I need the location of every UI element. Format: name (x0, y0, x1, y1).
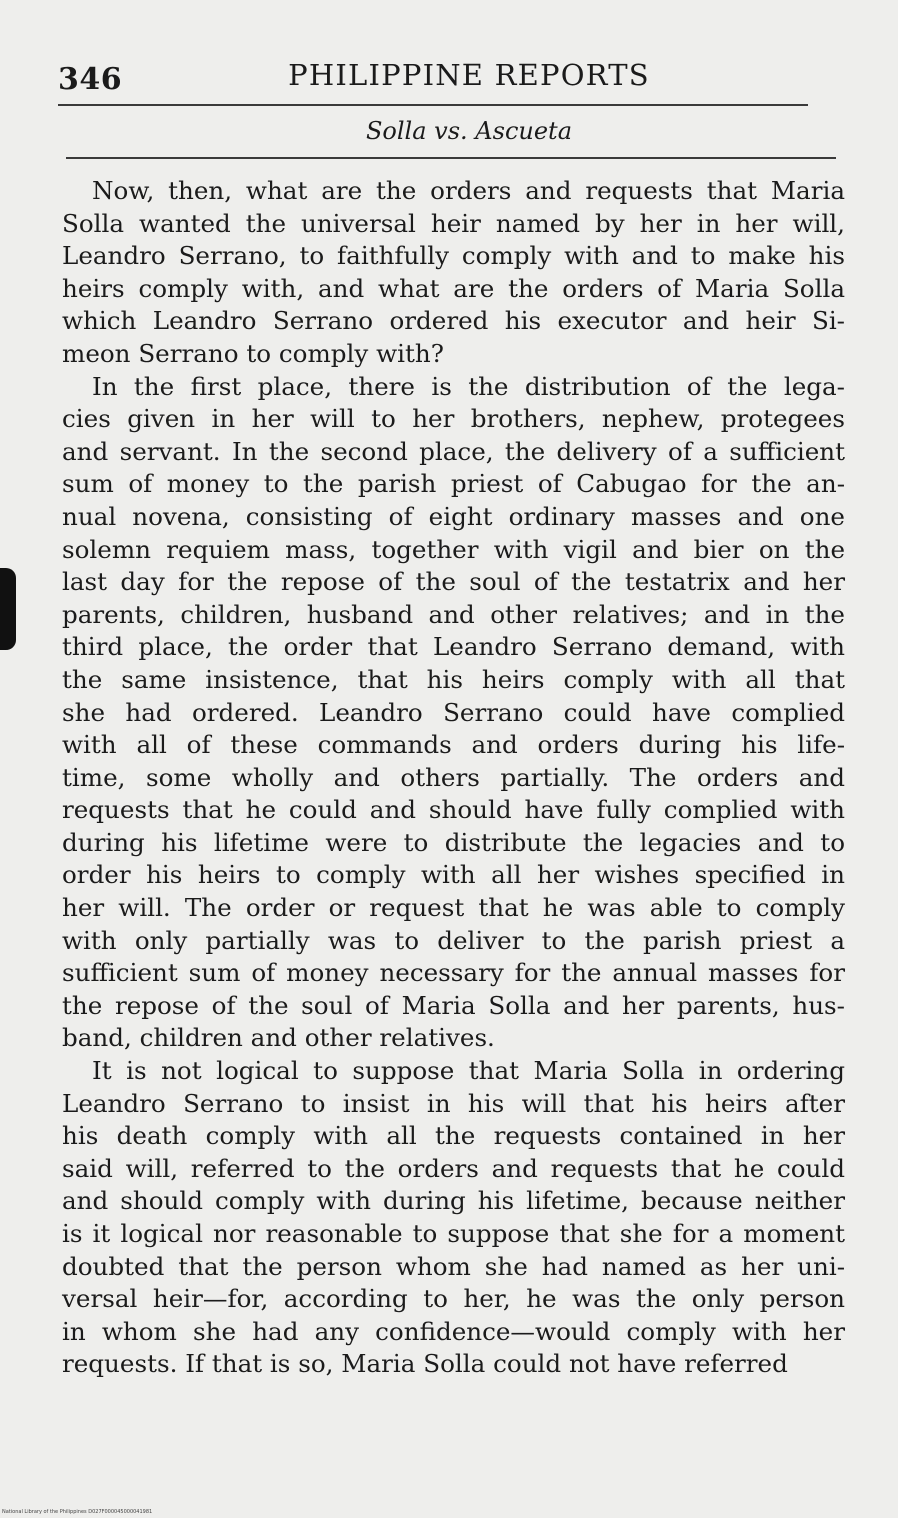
text-line: she had ordered. Leandro Serrano could have complied (62, 697, 845, 727)
text-line: Now, then, what are the orders and requests that Maria (92, 176, 845, 205)
page-number: 346 (58, 62, 123, 97)
paragraph-2 (62, 371, 845, 1055)
text-line: and servant. In the second place, the delivery of a sufficient (62, 436, 845, 466)
text-line: order his heirs to comply with all her wishes specified in (62, 860, 845, 890)
text-line: Leandro Serrano to insist in his will that his heirs after (62, 1088, 845, 1118)
text-line: his death comply with all the requests contained in her (62, 1121, 845, 1151)
running-head: PHILIPPINE REPORTS (288, 58, 650, 92)
text-line: It is not logical to suppose that Maria Solla in ordering (92, 1056, 845, 1086)
text-line: during his lifetime were to distribute the legacies and to (62, 827, 845, 857)
text-line: versal heir—for, according to her, he was the only person (62, 1284, 845, 1314)
text-line: nual novena, consisting of eight ordinary masses and one (62, 501, 845, 531)
text-line: cies given in her will to her brothers, nephew, protegees (62, 404, 845, 434)
text-line: Solla wanted the universal heir named by her in her will, (62, 208, 845, 238)
body-text (62, 175, 845, 1381)
text-line: last day for the repose of the soul of the testatrix and her (62, 567, 845, 597)
text-line: doubted that the person whom she had named as her uni- (62, 1251, 845, 1281)
text-line: is it logical nor reasonable to suppose that she for a moment (62, 1219, 845, 1248)
text-line: with only partially was to deliver to the parish priest a (62, 925, 845, 955)
text-line: her will. The order or request that he was able to comply (62, 893, 845, 923)
text-line: said will, referred to the orders and requests that he could (62, 1153, 845, 1183)
text-line: band, children and other relatives. (62, 1023, 495, 1053)
case-title-rule (66, 157, 836, 159)
text-line: heirs comply with, and what are the orders of Maria Solla (62, 273, 845, 303)
text-line: the same insistence, that his heirs comply with all that (62, 664, 845, 694)
text-line: which Leandro Serrano ordered his executor and heir Si- (62, 306, 845, 336)
text-line: Leandro Serrano, to faithfully comply with and to make his (62, 241, 845, 271)
case-title: Solla vs. Ascueta (365, 117, 572, 145)
paragraph-1 (62, 175, 845, 371)
text-line: parents, children, husband and other relatives; and in the (62, 599, 845, 629)
text-line: requests that he could and should have fully complied with (62, 795, 845, 825)
text-line: in whom she had any confidence—would comply with her (62, 1316, 845, 1346)
text-line: sum of money to the parish priest of Cabugao for the an- (62, 469, 845, 499)
text-line: and should comply with during his lifetime, because neither (62, 1186, 845, 1216)
text-line: In the first place, there is the distribution of the lega- (92, 371, 845, 401)
paragraph-3 (62, 1055, 845, 1381)
text-line: time, some wholly and others partially. The orders and (62, 762, 845, 792)
text-line: requests. If that is so, Maria Solla could not have referred (62, 1349, 788, 1379)
text-line: with all of these commands and orders during his life- (62, 730, 845, 760)
text-line: the repose of the soul of Maria Solla and her parents, hus- (62, 990, 845, 1020)
text-line: solemn requiem mass, together with vigil and bier on the (62, 534, 845, 564)
text-line: third place, the order that Leandro Serrano demand, with (62, 632, 845, 662)
source-stamp: National Library of the Philippines D027F000045000041981 (2, 1509, 153, 1515)
text-line: sufficient sum of money necessary for the annual masses for (62, 958, 845, 988)
margin-smudge (0, 568, 16, 650)
text-line: meon Serrano to comply with? (62, 338, 444, 368)
header-rule (58, 104, 808, 106)
